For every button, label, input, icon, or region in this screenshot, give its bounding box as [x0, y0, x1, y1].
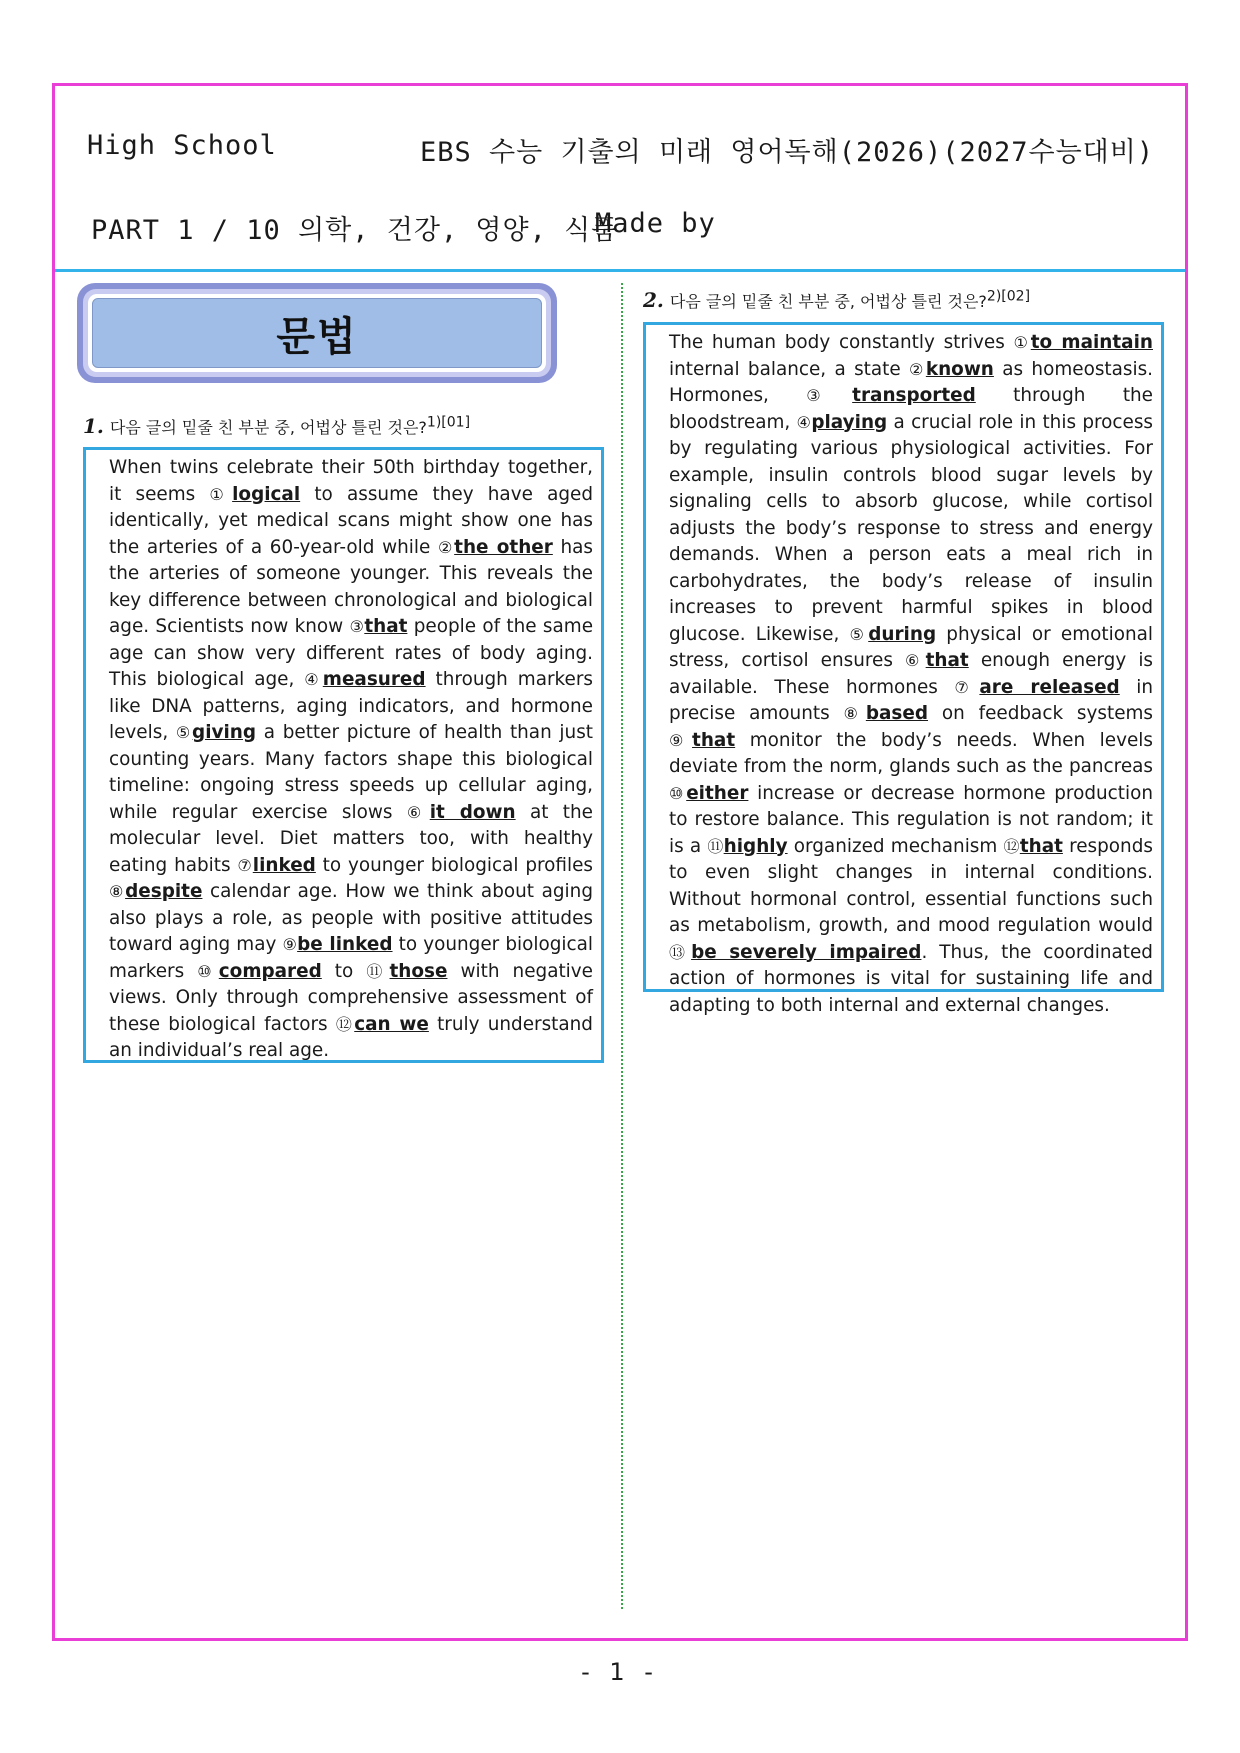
q1-option-11: those [389, 960, 448, 982]
column-divider [621, 283, 623, 1609]
q2-option-7: are released [979, 676, 1120, 698]
question-1-ref: 1)[01] [426, 414, 471, 431]
question-1-title [83, 414, 470, 438]
q2-option-8: based [865, 703, 929, 724]
q1-option-10: compared [218, 960, 322, 982]
q1-option-5: giving [192, 722, 257, 743]
q1-option-12: can we [354, 1013, 429, 1035]
question-1-prompt: 다음 글의 밑줄 친 부분 중, 어법상 틀린 것은? [109, 418, 427, 437]
q2-option-11: highly [723, 835, 788, 857]
q1-option-8: despite [125, 881, 203, 902]
worksheet-title: EBS 수능 기출의 미래 영어독해(2026)(2027수능대비) [420, 137, 1155, 168]
question-2-ref: 2)[02] [986, 288, 1031, 305]
q1-option-6: it down [429, 801, 516, 823]
question-1-passage: When twins celebrate their 50th birthday together, it seems ①logical to assume they have aged identically, yet medical scans might show one has the arteries of a 60-year-old while ②the other has the arteries of someone younger. This reveals the key difference between chronological and biological age. Scientists now know ③that people of the same age can show very different rates of body aging. This biological age, ④measured through markers like DNA patterns, aging indicators, and hormone levels, ⑤giving a better picture of health than just counting years. Many factors shape this biological timeline: ongoing stress speeds up cellular aging, while regular exercise slows ⑥it down at the molecular level. Diet matters too, with healthy eating habits ⑦linked to younger biological profiles ⑧despite calendar age. How we think about aging also plays a role, as people with positive attitudes toward aging may ⑨be linked to younger biological markers ⑩compared to ⑪those with negative views. Only through comprehensive assessment of these biological factors ⑫can we truly understand an individual’s real age. [83, 447, 604, 1063]
page-frame [52, 83, 1188, 1641]
made-by-label: Made by [595, 208, 716, 239]
question-1-number: 1. [83, 414, 104, 438]
part-label: PART 1 / 10 의학, 건강, 영양, 식품 [91, 215, 619, 246]
q2-option-3: transported [852, 385, 976, 406]
q1-option-2: the other [454, 536, 553, 558]
q2-option-5: during [868, 623, 937, 645]
page-number: - 1 - [581, 1658, 659, 1686]
q2-option-10: either [686, 782, 749, 804]
section-banner [77, 283, 557, 383]
q1-option-4: measured [322, 669, 426, 690]
question-2-title [643, 288, 1030, 312]
q1-option-7: linked [252, 854, 316, 876]
q2-option-1: to maintain [1030, 332, 1153, 353]
school-label: High School [87, 130, 277, 161]
q2-option-9: that [692, 729, 736, 751]
q2-option-6: that [925, 650, 969, 671]
question-2-prompt: 다음 글의 밑줄 친 부분 중, 어법상 틀린 것은? [669, 292, 987, 311]
q2-option-13: be severely impaired [691, 941, 922, 963]
q1-option-1: logical [232, 483, 301, 505]
q1-option-9: be linked [297, 934, 393, 955]
worksheet-header [55, 86, 1185, 272]
q2-option-2: known [925, 358, 994, 380]
q2-option-4: playing [811, 411, 888, 433]
q2-option-12: that [1019, 835, 1063, 857]
section-banner-label: 문법 [92, 298, 542, 368]
question-2-number: 2. [643, 288, 664, 312]
q1-option-3: that [364, 616, 408, 637]
question-2-passage: The human body constantly strives ①to maintain internal balance, a state ②known as homeostasis. Hormones, ③transported through the bloodstream, ④playing a crucial role in this process by regulating various physiological activities. For example, insulin controls blood sugar levels by signaling cells to absorb glucose, while cortisol adjusts the body’s response to stress and energy demands. When a person eats a meal rich in carbohydrates, the body’s release of insulin increases to prevent harmful spikes in blood glucose. Likewise, ⑤during physical or emotional stress, cortisol ensures ⑥that enough energy is available. These hormones ⑦are released in precise amounts ⑧based on feedback systems ⑨that monitor the body’s needs. When levels deviate from the norm, glands such as the pancreas ⑩either increase or decrease hormone production to restore balance. This regulation is not random; it is a ⑪highly organized mechanism ⑫that responds to even slight changes in internal conditions. Without hormonal control, essential functions such as metabolism, growth, and mood regulation would ⑬be severely impaired. Thus, the coordinated action of hormones is vital for sustaining life and adapting to both internal and external changes. [643, 322, 1164, 992]
